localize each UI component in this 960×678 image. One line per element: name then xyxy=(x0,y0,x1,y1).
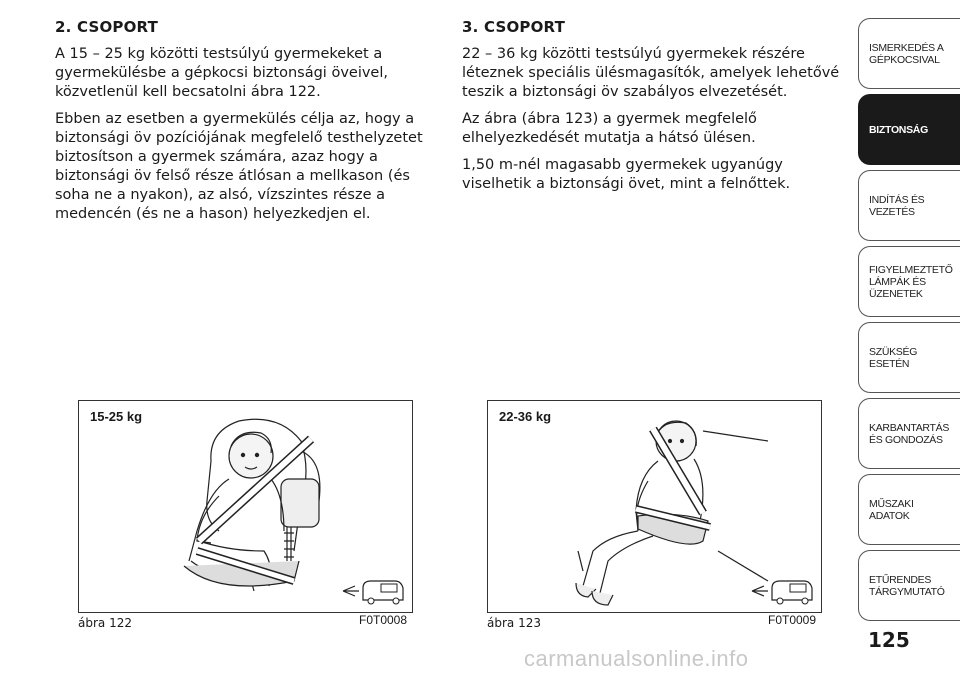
tab-figyelmezteto[interactable] xyxy=(858,246,960,317)
tab-label: MŰSZAKI ADATOK xyxy=(869,497,914,522)
figure-122-caption: ábra 122 xyxy=(78,616,132,630)
tab-ismerkedes[interactable] xyxy=(858,18,960,89)
tab-label: KARBANTARTÁS ÉS GONDOZÁS xyxy=(869,421,950,446)
tab-label: INDÍTÁS ÉS VEZETÉS xyxy=(869,193,925,218)
figure-123-caption: ábra 123 xyxy=(487,616,541,630)
tab-label: ISMERKEDÉS A GÉPKOCSIVAL xyxy=(869,41,944,66)
group-3-paragraph-3: 1,50 m-nél magasabb gyermekek ugyanúgy viselhetik a biztonsági övet, mint a felnőttek. xyxy=(462,157,791,192)
watermark: carmanualsonline.info xyxy=(524,646,749,671)
left-column xyxy=(55,18,445,232)
tab-betrendes[interactable] xyxy=(858,550,960,621)
figure-122-weight-label: 15-25 kg xyxy=(90,409,143,424)
page-number: 125 xyxy=(868,628,910,652)
tab-biztonsag[interactable] xyxy=(858,94,960,165)
chapter-tabs xyxy=(858,18,960,626)
tab-label: SZÜKSÉG ESETÉN xyxy=(869,345,918,370)
group-3-heading: 3. CSOPORT xyxy=(462,18,566,36)
figure-123-weight-label: 22-36 kg xyxy=(499,409,552,424)
group-2-paragraph-2: Ebben az esetben a gyermekülés célja az, hogy a biztonsági öv pozíciójának megfelelő testhelyzetet biztosítson a gyermek számára, azaz hogy a biztonsági öv felső része átlósan a mellkason (és soha ne a nyakon), az alsó, vízszintes része a medencén (és ne a hason) helyezkedjen el. xyxy=(55,111,423,222)
tab-inditas[interactable] xyxy=(858,170,960,241)
right-column xyxy=(462,18,847,202)
group-2-paragraph-1: A 15 – 25 kg közötti testsúlyú gyermekeket a gyermekülésbe a gépkocsi biztonsági öveivel, közvetlenül kell becsatolni ábra 122. xyxy=(55,46,388,100)
tab-label: ETŰRENDES TÁRGYMUTATÓ xyxy=(869,573,945,598)
figure-123 xyxy=(487,400,822,613)
group-3-paragraph-1: 22 – 36 kg közötti testsúlyú gyermekek részére léteznek speciális ülésmagasítók, amelyek lehetővé teszik a biztonsági öv szabályos elvezetését. xyxy=(462,46,840,100)
car-position-icon xyxy=(750,576,814,606)
figure-122 xyxy=(78,400,413,613)
tab-muszaki[interactable] xyxy=(858,474,960,545)
group-2-heading: 2. CSOPORT xyxy=(55,18,159,36)
group-3-paragraph-2: Az ábra (ábra 123) a gyermek megfelelő elhelyezkedését mutatja a hátsó ülésen. xyxy=(462,111,757,146)
figure-123-code: F0T0009 xyxy=(768,613,817,627)
tab-szukseg[interactable] xyxy=(858,322,960,393)
figure-122-code: F0T0008 xyxy=(359,613,408,627)
car-position-icon xyxy=(341,576,405,606)
tab-karbantartas[interactable] xyxy=(858,398,960,469)
tab-label: FIGYELMEZTETŐ LÁMPÁK ÉS ÜZENETEK xyxy=(869,263,953,300)
tab-label: BIZTONSÁG xyxy=(869,123,928,136)
